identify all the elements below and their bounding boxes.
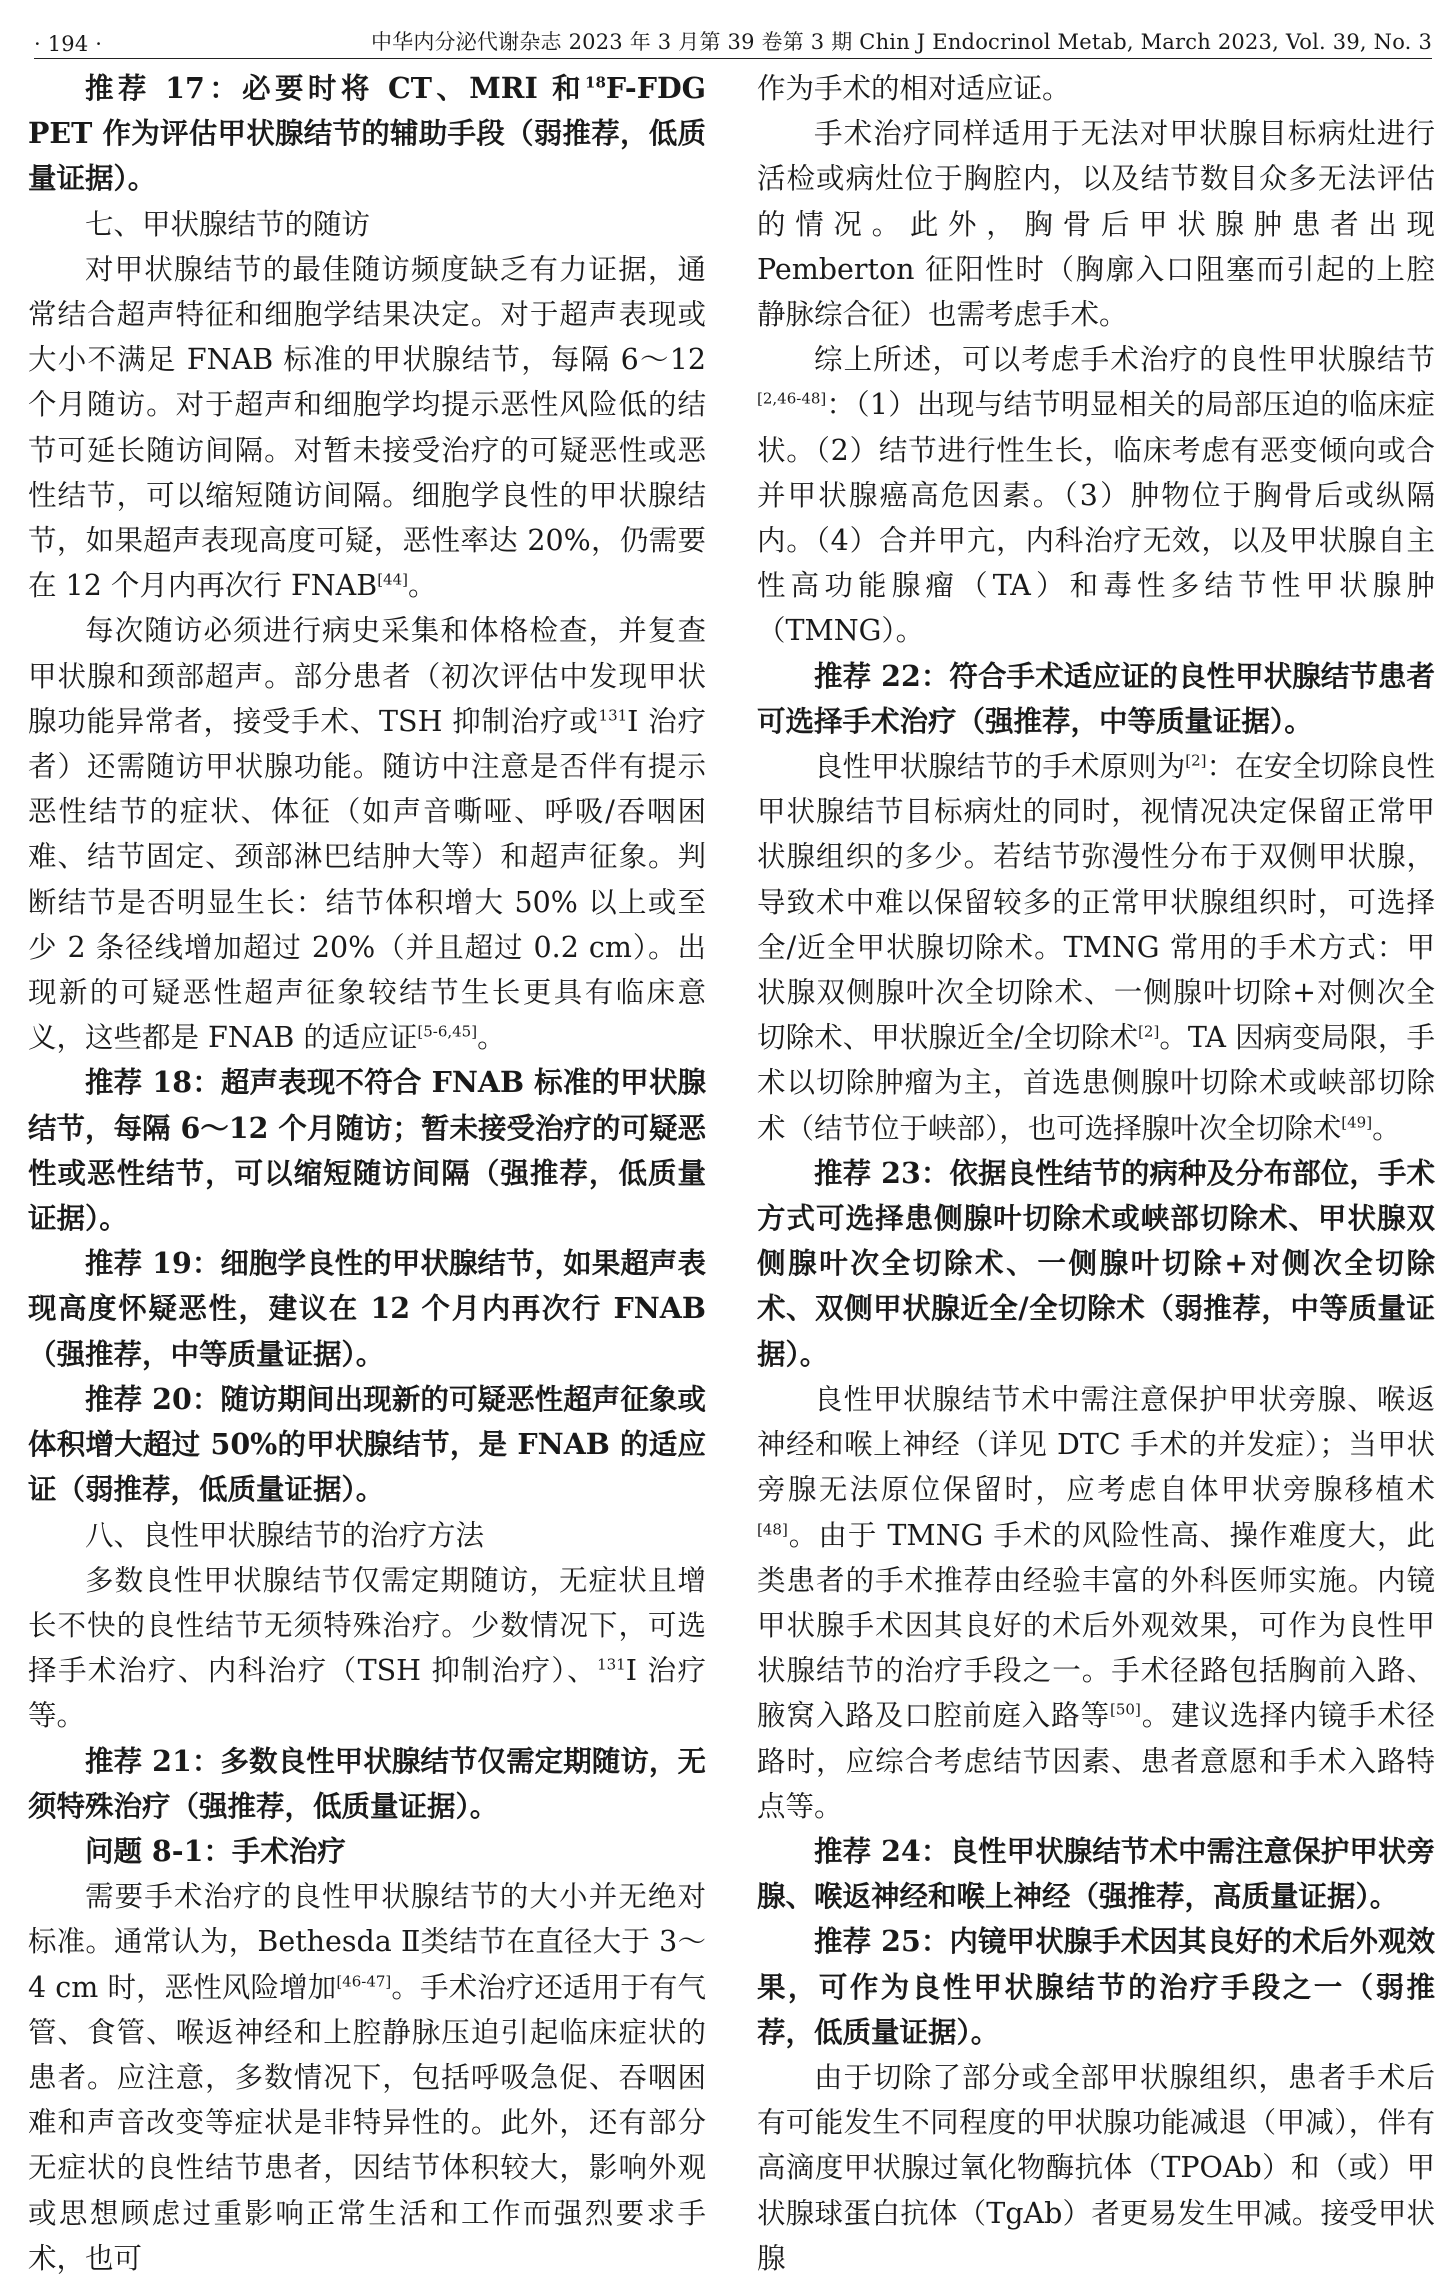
recommendation-19: 推荐 19：细胞学良性的甲状腺结节，如果超声表现高度怀疑恶性，建议在 12 个月内再次行 FNAB（强推荐，中等质量证据）。 xyxy=(28,1246,706,1371)
citation-ref: [48] xyxy=(757,1520,788,1538)
question-8-1-heading: 问题 8-1：手术治疗 xyxy=(85,1833,346,1868)
paragraph-surgery-indications: 需要手术治疗的良性甲状腺结节的大小并无绝对标准。通常认为，Bethesda Ⅱ类结节在直径大于 3～4 cm 时，恶性风险增加[46-47]。手术治疗还适用于有气管、食管、喉返神经和上腔静脉压迫引起临床症状的患者。应注意，多数情况下，包括呼吸急促、吞咽困难和声音改变等症状是非特异性的。此外，还有部分无症状的良性结节患者，因结节体积较大，影响外观或思想顾虑过重影响正常生活和工作而强烈要求手术，也可 xyxy=(28,1880,706,2275)
paragraph-treatment-overview: 多数良性甲状腺结节仅需定期随访，无症状且增长不快的良性结节无须特殊治疗。少数情况下，可选择手术治疗、内科治疗（TSH 抑制治疗）、$^{131}$I 治疗等。 xyxy=(28,1563,706,1733)
journal-citation: 中华内分泌代谢杂志 2023 年 3 月第 39 卷第 3 期 Chin J Endocrinol Metab, March 2023, Vol. 39, No. 3 xyxy=(370,30,1432,54)
recommendation-25: 推荐 25：内镜甲状腺手术因其良好的术后外观效果，可作为良性甲状腺结节的治疗手段之一（弱推荐，低质量证据）。 xyxy=(757,1924,1435,2049)
recommendation-18: 推荐 18：超声表现不符合 FNAB 标准的甲状腺结节，每隔 6～12 个月随访；暂未接受治疗的可疑恶性或恶性结节，可以缩短随访间隔（强推荐，低质量证据）。 xyxy=(28,1065,706,1236)
section-heading-8: 八、良性甲状腺结节的治疗方法 xyxy=(85,1518,485,1552)
recommendation-21: 推荐 21：多数良性甲状腺结节仅需定期随访，无须特殊治疗（强推荐，低质量证据）。 xyxy=(28,1743,706,1823)
citation-ref: [44] xyxy=(377,570,408,589)
paragraph-surgery-other: 手术治疗同样适用于无法对甲状腺目标病灶进行活检或病灶位于胸腔内，以及结节数目众多无法评估的情况。此外，胸骨后甲状腺肿患者出现 Pemberton 征阳性时（胸廓入口阻塞而引起的上腔静脉综合征）也需考虑手术。 xyxy=(757,117,1435,332)
paragraph-followup-exam: 每次随访必须进行病史采集和体格检查，并复查甲状腺和颈部超声。部分患者（初次评估中发现甲状腺功能异常者，接受手术、TSH 抑制治疗或$^{131}$I 治疗者）还需随访甲状腺功能。随访中注意是否伴有提示恶性结节的症状、体征（如声音嘶哑、呼吸/吞咽困难、结节固定、颈部淋巴结肿大等）和超声征象。判断结节是否明显生长：结节体积增大 50% 以上或至少 2 条径线增加超过 20%（并且超过 0.2 cm）。出现新的可疑恶性超声征象较结节生长更具有临床意义，这些都是 FNAB 的适应证[5-6,45]。 xyxy=(28,614,706,1055)
recommendation-22: 推荐 22：符合手术适应证的良性甲状腺结节患者可选择手术治疗（强推荐，中等质量证据）。 xyxy=(757,658,1435,738)
citation-ref: [2] xyxy=(1185,751,1207,770)
right-column xyxy=(757,66,1435,2281)
page-number: · 194 · xyxy=(34,32,103,56)
paragraph-surgery-summary: 综上所述，可以考虑手术治疗的良性甲状腺结节[2,46-48]：（1）出现与结节明显相关的局部压迫的临床症状。（2）结节进行性生长，临床考虑有恶变倾向或合并甲状腺癌高危因素。（3）肿物位于胸骨后或纵隔内。（4）合并甲亢，内科治疗无效，以及甲状腺自主性高功能腺瘤（TA）和毒性多结节性甲状腺肿（TMNG）。 xyxy=(757,343,1435,648)
recommendation-17: 推荐 17：必要时将 CT、MRI 和$^{18}$F-FDG PET 作为评估甲状腺结节的辅助手段（弱推荐，低质量证据）。 xyxy=(28,71,706,196)
paragraph-followup-frequency: 对甲状腺结节的最佳随访频度缺乏有力证据，通常结合超声特征和细胞学结果决定。对于超声表现或大小不满足 FNAB 标准的甲状腺结节，每隔 6～12 个月随访。对于超声和细胞学均提示恶性风险低的结节可延长随访间隔。对暂未接受治疗的可疑恶性或恶性结节，可以缩短随访间隔。细胞学良性的甲状腺结节，如果超声表现高度可疑，恶性率达 20%，仍需要在 12 个月内再次行 FNAB[44]。 xyxy=(28,252,706,603)
section-heading-7: 七、甲状腺结节的随访 xyxy=(85,207,371,241)
recommendation-20: 推荐 20：随访期间出现新的可疑恶性超声征象或体积增大超过 50%的甲状腺结节，是 FNAB 的适应证（弱推荐，低质量证据）。 xyxy=(28,1381,706,1507)
citation-ref: [2] xyxy=(1138,1022,1160,1041)
paragraph-continuation: 作为手术的相对适应证。 xyxy=(757,72,1071,105)
citation-ref: [5-6,45] xyxy=(417,1022,478,1041)
recommendation-23: 推荐 23：依据良性结节的病种及分布部位，手术方式可选择患侧腺叶切除术或峡部切除术、甲状腺双侧腺叶次全切除术、一侧腺叶切除+对侧次全切除术、双侧甲状腺近全/全切除术（弱推荐，中等质量证据）。 xyxy=(757,1155,1435,1371)
citation-ref: [2,46-48] xyxy=(757,389,827,408)
recommendation-24: 推荐 24：良性甲状腺结节术中需注意保护甲状旁腺、喉返神经和喉上神经（强推荐，高质量证据）。 xyxy=(757,1833,1435,1914)
paragraph-hypothyroidism: 由于切除了部分或全部甲状腺组织，患者手术后有可能发生不同程度的甲状腺功能减退（甲减），伴有高滴度甲状腺过氧化物酶抗体（TPOAb）和（或）甲状腺球蛋白抗体（TgAb）者更易发生甲减。接受甲状腺 xyxy=(757,2060,1435,2275)
left-column xyxy=(28,66,706,2281)
paragraph-surgery-protection: 良性甲状腺结节术中需注意保护甲状旁腺、喉返神经和喉上神经（详见 DTC 手术的并发症）；当甲状旁腺无法原位保留时，应考虑自体甲状旁腺移植术[48]。由于 TMNG 手术的风险性高、操作难度大，此类患者的手术推荐由经验丰富的外科医师实施。内镜甲状腺手术因其良好的术后外观效果，可作为良性甲状腺结节的治疗手段之一。手术径路包括胸前入路、腋窝入路及口腔前庭入路等[50]。建议选择内镜手术径路时，应综合考虑结节因素、患者意愿和手术入路特点等。 xyxy=(757,1382,1435,1823)
running-header xyxy=(34,22,1432,56)
paragraph-surgery-principles: 良性甲状腺结节的手术原则为[2]：在安全切除良性甲状腺结节目标病灶的同时，视情况决定保留正常甲状腺组织的多少。若结节弥漫性分布于双侧甲状腺，导致术中难以保留较多的正常甲状腺组织时，可选择全/近全甲状腺切除术。TMNG 常用的手术方式：甲状腺双侧腺叶次全切除术、一侧腺叶切除+对侧次全切除术、甲状腺近全/全切除术[2]。TA 因病变局限，手术以切除肿瘤为主，首选患侧腺叶切除术或峡部切除术（结节位于峡部），也可选择腺叶次全切除术[49]。 xyxy=(757,750,1435,1145)
citation-ref: [49] xyxy=(1341,1113,1373,1132)
header-rule xyxy=(34,58,1432,59)
citation-ref: [46-47] xyxy=(336,1972,392,1991)
citation-ref: [50] xyxy=(1110,1700,1141,1719)
